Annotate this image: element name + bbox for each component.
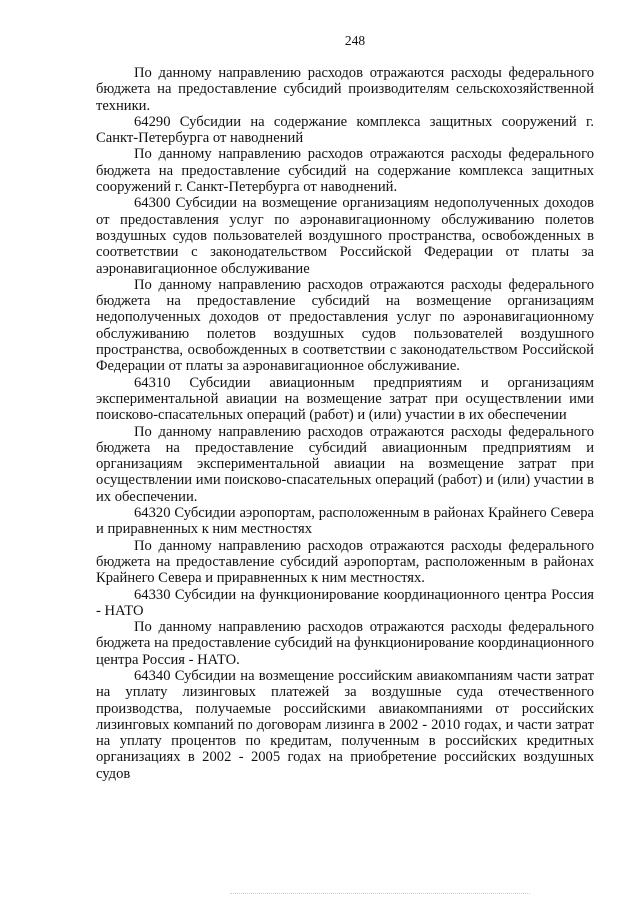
paragraph: 64340 Субсидии на возмещение российским авиакомпаниям части затрат на уплату лизинговых платежей за воздушные суда отечественного производства, получаемые российскими авиакомпаниями от российских лизинговых компаний по договорам лизинга в 2002 - 2010 годах, и части затрат на уплату процентов по кредитам, полученным в российских кредитных организациях в 2002 - 2005 годах на приобретение российских воздушных судов	[96, 667, 594, 782]
paragraph: По данному направлению расходов отражаются расходы федерального бюджета на предоставление субсидий на возмещение организациям недополученных доходов от предоставления услуг по аэронавигационному обслуживанию полетов воздушных судов пользователей воздушного пространства, освобожденных в соответствии с законодательством Российской Федерации от платы за аэронавигационное обслуживание.	[96, 276, 594, 375]
paragraph: 64290 Субсидии на содержание комплекса защитных сооружений г. Санкт-Петербурга от наводнений	[96, 113, 594, 147]
paragraph: По данному направлению расходов отражаются расходы федерального бюджета на предоставление субсидий на функционирование координационного центра Россия - НАТО.	[96, 619, 594, 668]
scan-artifact-line	[230, 893, 530, 895]
paragraph: 64300 Субсидии на возмещение организациям недополученных доходов от предоставления услуг по аэронавигационному обслуживанию полетов воздушных судов пользователей воздушного пространства, освобожденных в соответствии с законодательством Российской Федерации от платы за аэронавигационное обслуживание	[96, 195, 594, 277]
paragraph: По данному направлению расходов отражаются расходы федерального бюджета на предоставление субсидий аэропортам, расположенным в районах Крайнего Севера и приравненных к ним местностях.	[96, 537, 594, 587]
paragraph: По данному направлению расходов отражаются расходы федерального бюджета на предоставление субсидий авиационным предприятиям и организациям экспериментальной авиации на возмещение затрат при осуществлении ими поисково-спасательных операций (работ) и (или) участии в их обеспечении.	[96, 423, 594, 505]
document-body	[96, 65, 594, 782]
page-number: 248	[344, 33, 366, 48]
paragraph: По данному направлению расходов отражаются расходы федерального бюджета на предоставление субсидий производителям сельскохозяйственной техники.	[96, 65, 594, 114]
paragraph: 64310 Субсидии авиационным предприятиям и организациям экспериментальной авиации на возмещение затрат при осуществлении ими поисково-спасательных операций (работ) и (или) участии в их обеспечении	[96, 374, 594, 424]
paragraph: По данному направлению расходов отражаются расходы федерального бюджета на предоставление субсидий на содержание комплекса защитных сооружений г. Санкт-Петербурга от наводнений.	[96, 146, 594, 196]
paragraph: 64320 Субсидии аэропортам, расположенным в районах Крайнего Севера и приравненных к ним местностях	[96, 505, 594, 538]
paragraph: 64330 Субсидии на функционирование координационного центра Россия - НАТО	[96, 586, 594, 619]
